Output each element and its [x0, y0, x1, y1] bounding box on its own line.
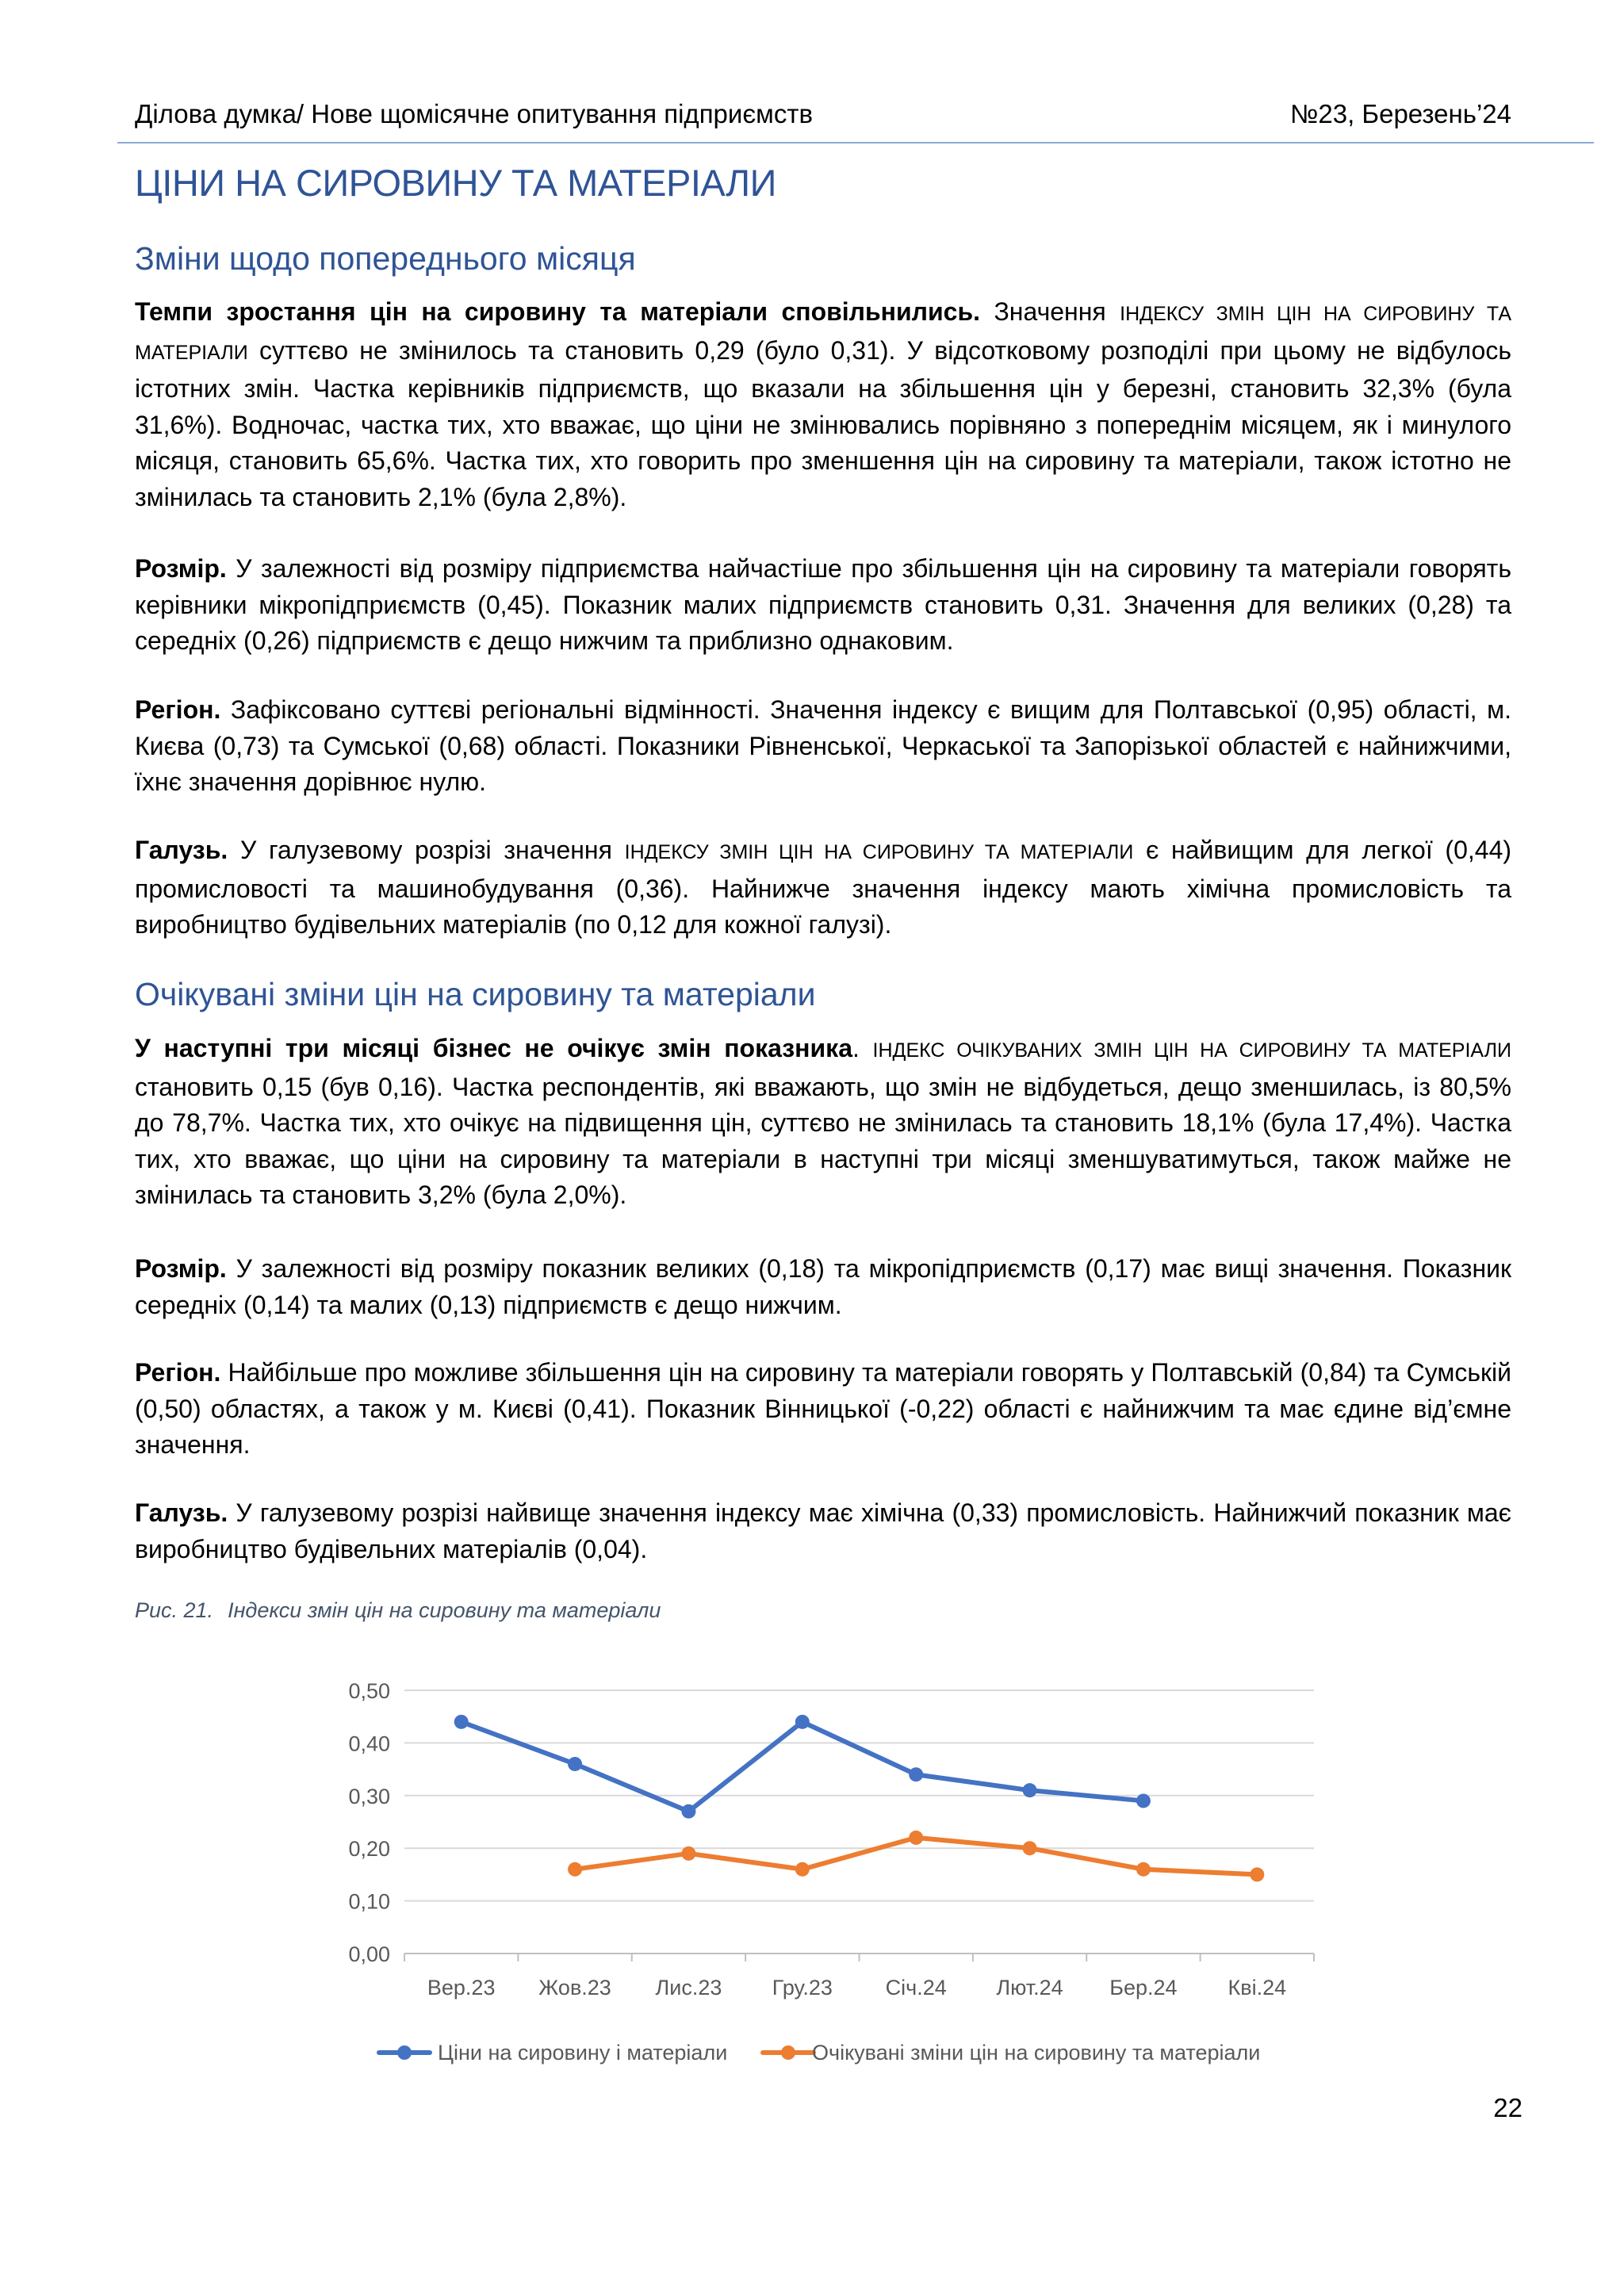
- lead-bold: Розмір.: [135, 554, 227, 583]
- text-run: Найбільше про можливе збільшення цін на сировину та матеріали говорять у Полтавській (0,84) та Сумській (0,50) областях, а також у м. Києві (0,41). Показник Вінницької (-0,22) області є найнижчим та має єдине від’ємне значення.: [135, 1358, 1511, 1459]
- data-point-series-1: [795, 1715, 810, 1729]
- x-tick-label: Жов.23: [538, 1976, 611, 1999]
- y-tick-label: 0,00: [348, 1942, 390, 1966]
- lead-bold: Регіон.: [135, 1358, 221, 1387]
- data-point-series-2: [1136, 1862, 1151, 1877]
- text-run: У галузевому розрізі значення: [228, 836, 625, 864]
- data-point-series-2: [568, 1862, 582, 1877]
- lead-bold: Розмір.: [135, 1254, 227, 1283]
- index-name: ІНДЕКСУ ЗМІН ЦІН НА СИРОВИНУ ТА МАТЕРІАЛИ: [135, 303, 1511, 364]
- legend-swatch-marker: [781, 2045, 795, 2060]
- data-point-series-1: [1023, 1783, 1037, 1797]
- data-point-series-1: [568, 1757, 582, 1771]
- x-tick-label: Вер.23: [427, 1976, 496, 1999]
- x-tick-label: Лют.24: [996, 1976, 1063, 1999]
- data-point-series-1: [909, 1767, 923, 1781]
- section1-heading: Зміни щодо попереднього місяця: [135, 240, 636, 277]
- series-line-1: [462, 1722, 1143, 1812]
- data-point-series-2: [1023, 1841, 1037, 1855]
- index-name: ІНДЕКСУ ЗМІН ЦІН НА СИРОВИНУ ТА МАТЕРІАЛИ: [624, 841, 1134, 863]
- data-point-series-2: [909, 1831, 923, 1845]
- section2-heading: Очікувані зміни цін на сировину та матеріали: [135, 976, 816, 1012]
- section2-paragraph-industry: [135, 1495, 1511, 1567]
- header-divider: [117, 142, 1594, 144]
- section2-paragraph-1: [135, 1031, 1511, 1214]
- x-tick-label: Гру.23: [772, 1976, 833, 1999]
- y-tick-label: 0,10: [348, 1889, 390, 1914]
- section1-paragraph-industry: [135, 832, 1511, 943]
- lead-bold: У наступні три місяці бізнес не очікує змін показника: [135, 1034, 852, 1062]
- text-run: .: [852, 1034, 873, 1062]
- page-number: 22: [1493, 2093, 1522, 2122]
- caption-text: Індекси змін цін на сировину та матеріали: [228, 1598, 661, 1622]
- page-header: [135, 98, 1511, 130]
- data-point-series-2: [795, 1862, 810, 1877]
- data-point-series-1: [1136, 1793, 1151, 1808]
- legend-swatch-marker: [397, 2045, 412, 2060]
- section1-paragraph-1: [135, 294, 1511, 515]
- x-tick-label: Кві.24: [1228, 1976, 1287, 1999]
- text-run: Зафіксовано суттєві регіональні відмінності. Значення індексу є вищим для Полтавської (0,95) області, м. Києва (0,73) та Сумської (0,68) області. Показники Рівненської, Черкаської та Запорізької областей є найнижчими, їхнє значення дорівнює нулю.: [135, 695, 1511, 796]
- header-left: Ділова думка/ Нове щомісячне опитування підприємств: [135, 99, 814, 128]
- section1-paragraph-size: [135, 551, 1511, 660]
- header-right: №23, Березень’24: [1289, 99, 1511, 128]
- text-run: Значення: [980, 297, 1120, 326]
- text-run: У галузевому розрізі найвище значення індексу має хімічна (0,33) промисловість. Найнижчий показник має виробництво будівельних матеріалів (0,04).: [135, 1498, 1511, 1563]
- line-chart: [317, 1649, 1316, 2077]
- y-tick-label: 0,40: [348, 1732, 390, 1756]
- x-tick-label: Січ.24: [885, 1976, 947, 1999]
- y-tick-label: 0,20: [348, 1837, 390, 1862]
- data-point-series-1: [681, 1804, 695, 1819]
- lead-bold: Галузь.: [135, 836, 228, 864]
- x-tick-label: Бер.24: [1109, 1976, 1178, 1999]
- data-point-series-1: [454, 1715, 469, 1729]
- index-name: ІНДЕКС ОЧІКУВАНИХ ЗМІН ЦІН НА СИРОВИНУ ТА МАТЕРІАЛИ: [872, 1039, 1512, 1062]
- x-tick-label: Лис.23: [655, 1976, 722, 1999]
- lead-bold: Темпи зростання цін на сировину та матеріали сповільнились.: [135, 297, 981, 326]
- section2-paragraph-size: [135, 1251, 1511, 1323]
- lead-bold: Галузь.: [135, 1498, 228, 1527]
- y-tick-label: 0,30: [348, 1784, 390, 1808]
- page-title: ЦІНИ НА СИРОВИНУ ТА МАТЕРІАЛИ: [135, 162, 776, 204]
- text-run: У залежності від розміру підприємства найчастіше про збільшення цін на сировину та матеріали говорять керівники мікропідприємств (0,45). Показник малих підприємств становить 0,31. Значення для великих (0,28) та середніх (0,26) підприємств є дещо нижчим та приблизно однаковим.: [135, 554, 1511, 655]
- data-point-series-2: [1250, 1867, 1264, 1881]
- text-run: є найвищим для легкої (0,44) промисловості та машинобудування (0,36). Найнижче значення індексу мають хімічна промисловість та виробництво будівельних матеріалів (по 0,12 для кожної галузі).: [135, 836, 1512, 939]
- legend-label: Ціни на сировину і матеріали: [438, 2041, 728, 2064]
- caption-number: Рис. 21.: [135, 1598, 214, 1622]
- text-run: суттєво не змінилось та становить 0,29 (було 0,31). У відсотковому розподілі при цьому не відбулось істотних змін. Частка керівників підприємств, що вказали на збільшення цін у березні, становить 32,3% (була 31,6%). Водночас, частка тих, хто вважає, що ціни не змінювались порівняно з попереднім місяцем, як і минулого місяця, становить 65,6%. Частка тих, хто говорить про зменшення цін на сировину та матеріали, також істотно не змінилась та становить 2,1% (була 2,8%).: [135, 335, 1511, 511]
- data-point-series-2: [681, 1846, 695, 1861]
- legend-label: Очікувані зміни цін на сировину та матеріали: [812, 2041, 1261, 2064]
- figure-caption: [135, 1598, 661, 1623]
- section1-paragraph-region: [135, 692, 1511, 801]
- text-run: становить 0,15 (був 0,16). Частка респондентів, які вважають, що змін не відбудеться, дещо зменшилась, із 80,5% до 78,7%. Частка тих, хто очікує на підвищення цін, суттєво не змінилась та становить 18,1% (була 17,4%). Частка тих, хто вважає, що ціни на сировину та матеріали в наступні три місяці зменшуватимуться, також майже не змінилась та становить 3,2% (була 2,0%).: [135, 1072, 1511, 1209]
- y-tick-label: 0,50: [348, 1679, 390, 1703]
- lead-bold: Регіон.: [135, 695, 221, 724]
- text-run: У залежності від розміру показник великих (0,18) та мікропідприємств (0,17) має вищі значення. Показник середніх (0,14) та малих (0,13) підприємств є дещо нижчим.: [135, 1254, 1511, 1319]
- section2-paragraph-region: [135, 1355, 1511, 1464]
